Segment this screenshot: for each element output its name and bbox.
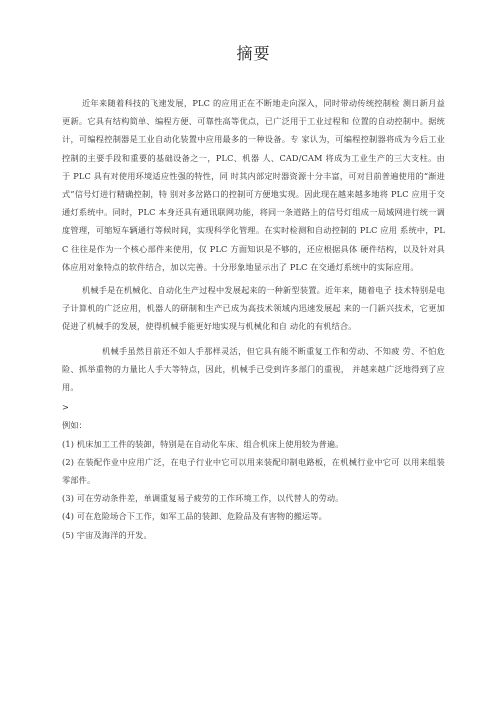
list-item: (5) 宇宙及海洋的开发。 [62,529,152,540]
list-title: 例如： [62,420,88,431]
paragraph-manipulator-features: 机械手虽然目前还不如人手那样灵活，但它具有能不断重复工作和劳动、不知疲 劳、不怕危险、抓举重物的力量比人手大等特点，因此，机械手已受到许多部门的重视， 并越来越广泛地得到了应用。 [62,345,445,393]
list-item: (1) 机床加工工件的装卸，特别是在自动化车床、组合机床上使用较为普遍。 [62,438,344,449]
marker-text: > [62,402,70,413]
paragraph-plc-intro: 近年来随着科技的飞速发展，PLC 的应用正在不断地走向深入，同时带动传统控制检 测日新月益更新。它具有结构简单、编程方便、可靠性高等优点，已广泛用于工业过程和 位置的自动控制中。据统计，可编程控制器是工业自动化装置中应用最多的一种设备。专 家认为，可编程控制器将成为今后工业控制的主要手段和重要的基础设备之一，PLC、机器 人、CAD/CAM 将成为工业生产的三大支柱。由于 PLC 具有对使用环境适应性强的特性，同 时其内部定时器资源十分丰富，可对目前普遍使用的“渐进式”信号灯进行精确控制，特 别对多岔路口的控制可方便地实现。因此现在越来越多地将 PLC 应用于交通灯系统中。同时，PLC 本身还具有通讯联网功能，将同一条道路上的信号灯组成一局域网进行统一调 度管理，可缩短车辆通行等候时间，实现科学化管理。在实时检测和自动控制的 PLC 应用 系统中，PLC 往往是作为一个核心部件来使用，仅 PLC 方面知识是不够的，还应根据具体 硬件结构，以及针对具体应用对象特点的软件结合，加以完善。十分形象地显示出了 PLC 在交通灯系统中的实际应用。 [62,98,445,272]
paragraph-manipulator-intro: 机械手是在机械化、自动化生产过程中发展起来的一种新型装置。近年来，随着电子 技术特别是电子计算机的广泛应用，机器人的研制和生产已成为高技术领域内迅速发展起 来的一门新兴技术，它更加促进了机械手的发展，使得机械手能更好地实现与机械化和自 动化的有机结合。 [62,285,445,332]
list-item: (3) 可在劳动条件差，单调重复易子疲劳的工作环境工作，以代替人的劳动。 [62,493,344,504]
list-item: (2) 在装配作业中应用广泛，在电子行业中它可以用来装配印制电路板，在机械行业中它可 以用来组装零部件。 [62,456,445,486]
page-title: 摘要 [236,44,271,63]
list-item: (4) 可在危险场合下工作，如军工品的装卸、危险品及有害物的搬运等。 [62,511,327,522]
